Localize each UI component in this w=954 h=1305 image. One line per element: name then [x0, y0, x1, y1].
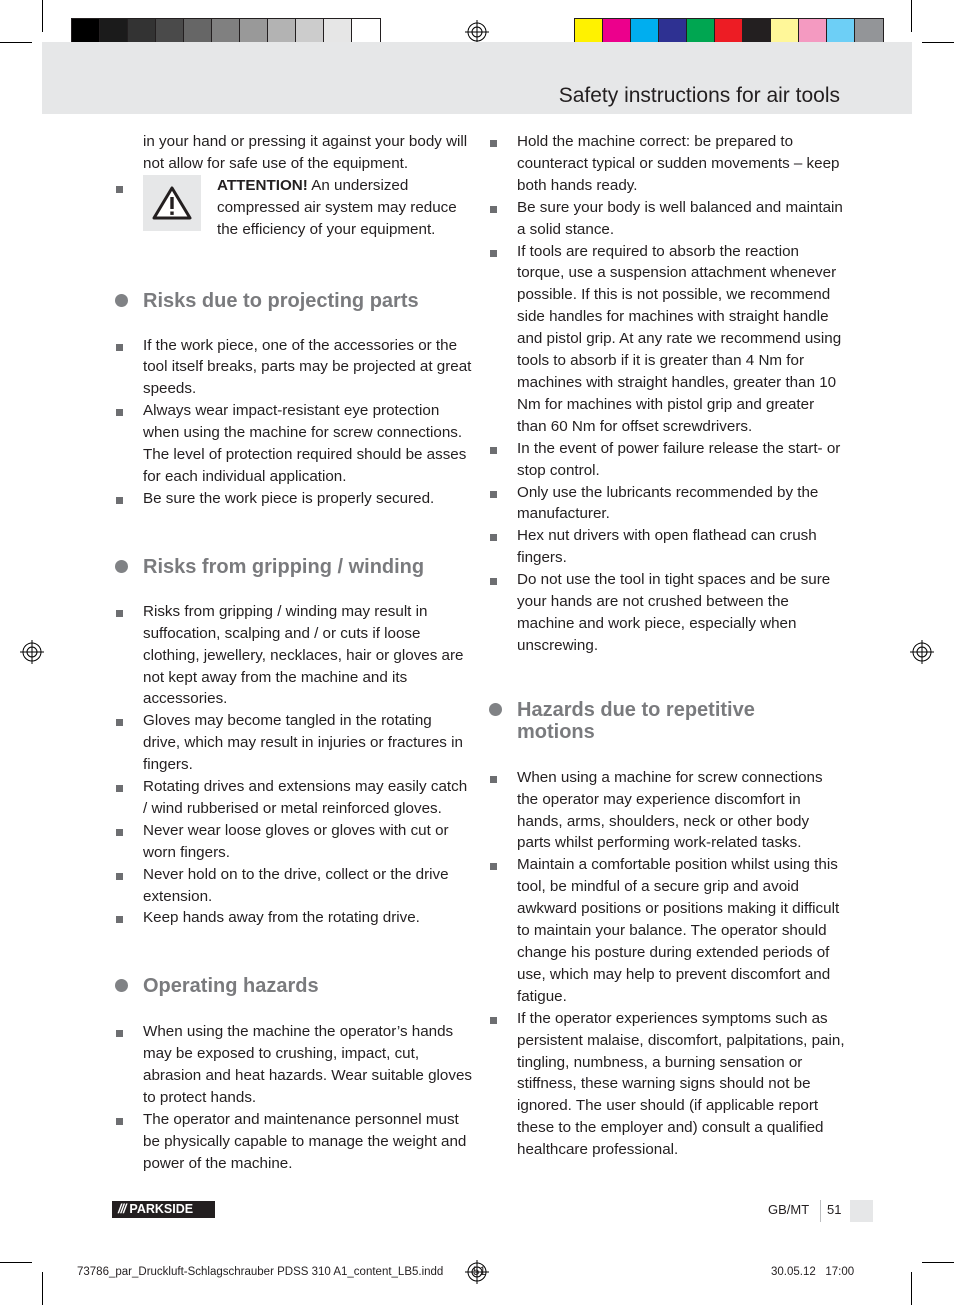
crop-mark: [0, 42, 32, 43]
page-number: 51: [827, 1202, 842, 1217]
list-item-text: Risks from gripping / winding may result in suffocation, scalping and / or cuts if loose clothing, jewellery, necklaces, hair or gloves are not kept away from the machine and its accessories.: [143, 602, 464, 708]
list-item: [486, 854, 846, 1007]
bullet-icon: [490, 1017, 497, 1024]
warning-triangle-icon: [152, 185, 192, 221]
bullet-icon: [490, 863, 497, 870]
list-item: [112, 776, 472, 820]
footer-divider: [820, 1200, 821, 1222]
list-item-text: When using the machine the operator’s hands may be exposed to crushing, impact, cut, abrasion and heat hazards. Wear suitable gloves to protect hands.: [143, 1023, 472, 1107]
section-heading: [112, 975, 472, 997]
list-item: [112, 820, 472, 864]
bullet-list: [112, 335, 472, 510]
attention-body: An undersized compressed air system may reduce the efficiency of your equipment.: [217, 176, 457, 238]
bullet-list: [112, 601, 472, 930]
bullet-icon: [116, 719, 123, 726]
slug-time: 17:00: [825, 1266, 855, 1278]
list-item-text: Hex nut drivers with open flathead can crush fingers.: [517, 527, 817, 567]
list-item-text: If tools are required to absorb the reaction torque, use a suspension attachment whenever possible. If this is not possible, we recommend side handles for machines with straight handle and pistol grip. At any rate we recommend using tools to absorb if it is greater than 4 Nm for machines with straight handles, greater than 10 Nm for machines with pistol grip and greater than 60 Nm for offset screwdrivers.: [517, 242, 842, 435]
slug-date-value: 30.05.12: [771, 1266, 816, 1278]
left-column: [112, 131, 472, 1175]
bullet-icon: [116, 497, 123, 504]
list-item: [112, 400, 472, 488]
list-item: [112, 1021, 472, 1109]
page-title: Safety instructions for air tools: [558, 84, 840, 107]
logo-stripes: ///: [118, 1202, 126, 1216]
left-sections: [112, 290, 472, 1175]
list-item: [486, 241, 846, 438]
crop-mark: [922, 1262, 954, 1263]
continuation-text: in your hand or pressing it against your body will not allow for safe use of the equipment.: [143, 133, 468, 172]
bullet-icon: [116, 409, 123, 416]
parkside-logo: [112, 1201, 215, 1218]
right-column: [486, 131, 846, 1161]
bullet-icon: [116, 829, 123, 836]
list-item-text: Be sure the work piece is properly secured.: [143, 489, 435, 507]
warning-box: [143, 175, 201, 231]
slug-filename: 73786_par_Druckluft-Schlagschrauber PDSS 310 A1_content_LB5.indd: [77, 1266, 444, 1278]
list-item: [112, 601, 472, 711]
list-item-text: Always wear impact-resistant eye protection when using the machine for screw connections. The level of protection required should be asses for each individual application.: [143, 402, 467, 485]
attention-label: ATTENTION!: [217, 176, 308, 194]
slug-date: [771, 1266, 854, 1278]
bullet-icon: [490, 140, 497, 147]
list-item: [112, 488, 472, 510]
section-heading: [112, 556, 472, 578]
registration-mark-icon: [910, 640, 934, 664]
list-item: [112, 335, 472, 401]
bullet-icon: [490, 447, 497, 454]
list-item: [486, 197, 846, 241]
list-item-text: Rotating drives and extensions may easily catch / wind rubberised or metal reinforced gloves.: [143, 778, 468, 817]
bullet-icon: [490, 776, 497, 783]
list-item: [486, 131, 846, 197]
registration-mark-icon: [465, 20, 489, 44]
list-item: [112, 710, 472, 776]
list-item-text: If the operator experiences symptoms such as persistent malaise, discomfort, palpitations, pain, tingling, numbness, a burning sensation or stiffness, these warning signs should not be ignored. The user should (if applicable report these to the employer and) consult a qualified healthcare professional.: [517, 1009, 845, 1159]
attention-block: [112, 175, 472, 241]
list-item-text: Gloves may become tangled in the rotating drive, which may result in injuries or fractures in fingers.: [143, 712, 463, 774]
bullet-icon: [116, 610, 123, 617]
list-item-text: Keep hands away from the rotating drive.: [143, 909, 420, 927]
bullet-icon: [116, 344, 123, 351]
bullet-dot-icon: [489, 703, 502, 716]
list-item: [486, 1008, 846, 1161]
list-item-text: Only use the lubricants recommended by the manufacturer.: [517, 483, 819, 523]
list-item-text: In the event of power failure release the start- or stop control.: [517, 439, 841, 479]
list-item: [486, 482, 846, 526]
crop-mark: [0, 1262, 32, 1263]
bullet-dot-icon: [115, 294, 128, 307]
section-heading-text: Hazards due to repetitive motions: [517, 698, 755, 743]
list-item: [486, 767, 846, 855]
bullet-list: [112, 1021, 472, 1174]
crop-mark: [42, 1272, 43, 1305]
bullet-icon: [490, 534, 497, 541]
list-item: [112, 907, 472, 929]
bullet-icon: [490, 578, 497, 585]
list-item-text: Never hold on to the drive, collect or the drive extension.: [143, 865, 449, 905]
list-item-text: Maintain a comfortable position whilst using this tool, be mindful of a secure grip and avoid awkward positions or positions making it difficult to maintain your balance. The operator should change his posture during extended periods of use, which may help to prevent discomfort and fatigue.: [517, 856, 840, 1005]
crop-mark: [911, 0, 912, 32]
bullet-list: [486, 767, 846, 1161]
section-heading-text: Risks from gripping / winding: [143, 555, 425, 578]
list-item: [112, 1109, 472, 1175]
bullet-icon: [116, 873, 123, 880]
bullet-icon: [116, 1030, 123, 1037]
bullet-icon: [116, 785, 123, 792]
list-item: [486, 525, 846, 569]
crop-mark: [911, 1272, 912, 1305]
registration-mark-icon: [20, 640, 44, 664]
bullet-dot-icon: [115, 979, 128, 992]
slug-page-ref: 51: [473, 1266, 486, 1278]
list-item: [486, 569, 846, 657]
list-item-text: Hold the machine correct: be prepared to counteract typical or sudden movements – keep both hands ready.: [517, 133, 840, 194]
section-heading-text: Risks due to projecting parts: [143, 289, 419, 312]
bullet-icon: [116, 186, 123, 193]
list-item-text: The operator and maintenance personnel must be physically capable to manage the weight and power of the machine.: [143, 1111, 467, 1172]
list-item-text: Be sure your body is well balanced and maintain a solid stance.: [517, 198, 843, 238]
list-item: [112, 864, 472, 908]
bullet-icon: [490, 206, 497, 213]
bullet-dot-icon: [115, 560, 128, 573]
list-item-text: When using a machine for screw connections the operator may experience discomfort in hands, arms, shoulders, neck or other body parts whilst performing work-related tasks.: [517, 768, 823, 852]
bullet-icon: [490, 491, 497, 498]
crop-mark: [922, 42, 954, 43]
language-code: GB/MT: [768, 1202, 810, 1217]
section-heading: [486, 699, 817, 743]
section-heading-text: Operating hazards: [143, 975, 319, 998]
bullet-icon: [116, 916, 123, 923]
bullet-icon: [116, 1118, 123, 1125]
right-list: [486, 131, 846, 657]
logo-text: PARKSIDE: [129, 1202, 194, 1216]
right-section: [486, 699, 846, 1161]
bullet-icon: [490, 250, 497, 257]
list-item: [486, 438, 846, 482]
section-heading: [112, 290, 472, 312]
list-item-text: Never wear loose gloves or gloves with cut or worn fingers.: [143, 821, 449, 861]
list-item-text: If the work piece, one of the accessories or the tool itself breaks, parts may be projected at great speeds.: [143, 336, 472, 398]
page-tab: [850, 1200, 873, 1222]
crop-mark: [42, 0, 43, 32]
list-item-text: Do not use the tool in tight spaces and be sure your hands are not crushed between the machine and work piece, especially when unscrewing.: [517, 571, 831, 654]
